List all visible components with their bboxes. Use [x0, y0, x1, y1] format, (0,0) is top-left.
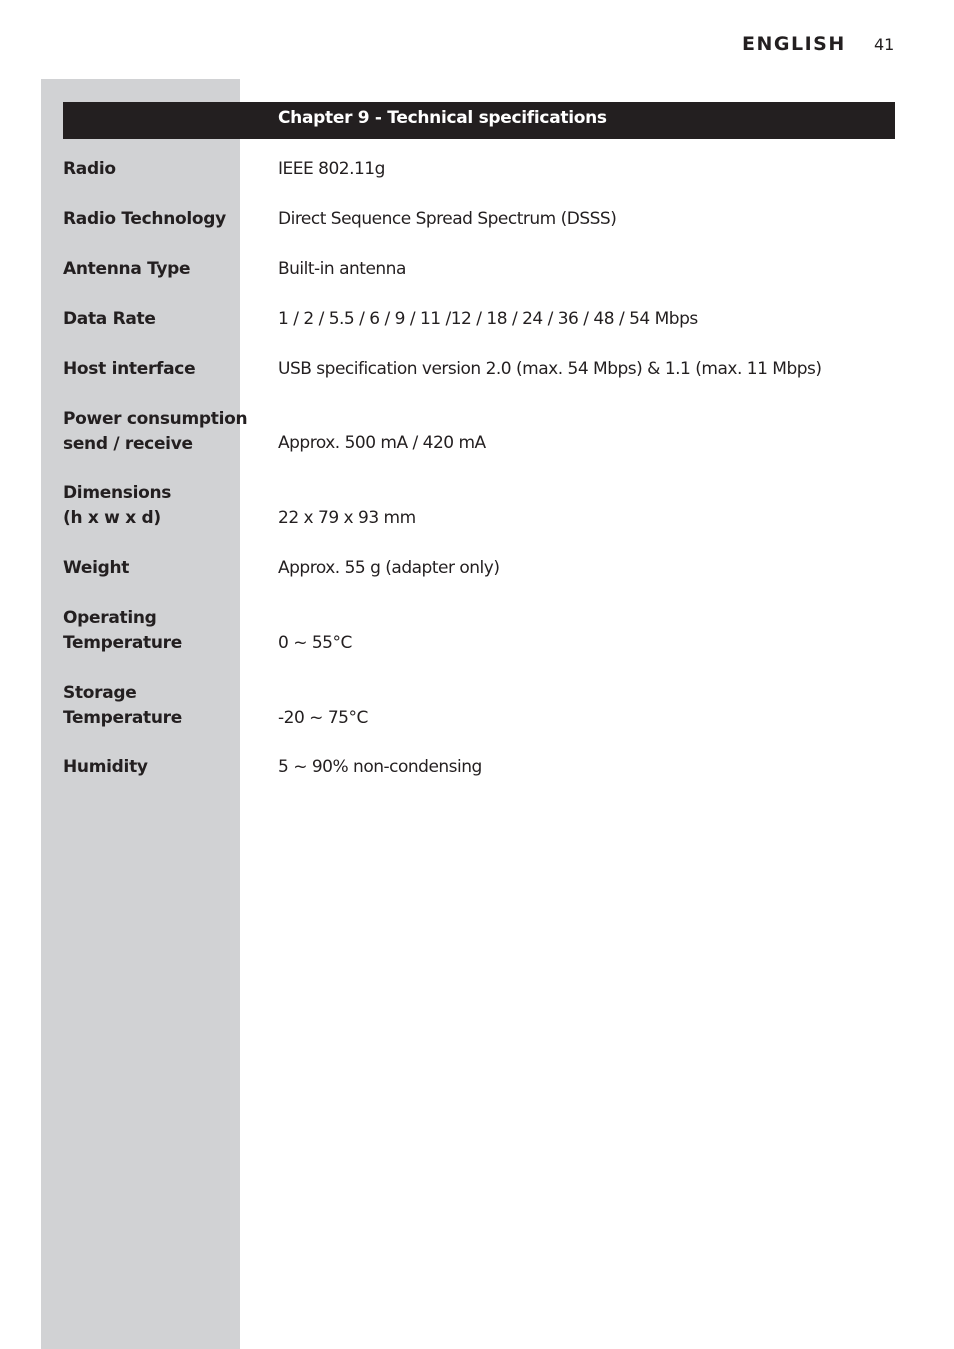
spec-value-host-interface: USB specification version 2.0 (max. 54 Mbps) & 1.1 (max. 11 Mbps): [278, 359, 822, 379]
spec-label-weight: Weight: [63, 558, 130, 578]
spec-label-line: Storage: [63, 683, 137, 703]
spec-label-line: Power consumption: [63, 409, 248, 429]
spec-value-power-consumption: Approx. 500 mA / 420 mA: [278, 433, 486, 453]
spec-label-data-rate: Data Rate: [63, 309, 156, 329]
spec-value-data-rate: 1 / 2 / 5.5 / 6 / 9 / 11 /12 / 18 / 24 / 36 / 48 / 54 Mbps: [278, 309, 698, 329]
page-number: 41: [874, 35, 895, 54]
spec-label-humidity: Humidity: [63, 757, 148, 777]
spec-label-antenna-type: Antenna Type: [63, 259, 191, 279]
spec-label-operating-temperature: [63, 606, 182, 656]
spec-value-radio: IEEE 802.11g: [278, 159, 385, 179]
spec-label-line: Operating: [63, 608, 157, 628]
spec-label-storage-temperature: [63, 681, 182, 731]
spec-label-power-consumption: [63, 407, 247, 457]
spec-value-weight: Approx. 55 g (adapter only): [278, 558, 500, 578]
spec-label-line: Dimensions: [63, 483, 172, 503]
language-header: ENGLISH: [742, 33, 846, 55]
spec-label-radio-technology: Radio Technology: [63, 209, 226, 229]
spec-value-antenna-type: Built-in antenna: [278, 259, 406, 279]
spec-label-line: Temperature: [63, 708, 182, 728]
spec-value-radio-technology: Direct Sequence Spread Spectrum (DSSS): [278, 209, 617, 229]
spec-value-humidity: 5 ~ 90% non-condensing: [278, 757, 482, 777]
spec-label-line: send / receive: [63, 434, 193, 454]
spec-value-operating-temperature: 0 ~ 55°C: [278, 633, 352, 653]
spec-label-line: (h x w x d): [63, 508, 161, 528]
spec-value-storage-temperature: -20 ~ 75°C: [278, 708, 368, 728]
spec-label-radio: Radio: [63, 159, 116, 179]
spec-label-dimensions: [63, 481, 171, 531]
spec-value-dimensions: 22 x 79 x 93 mm: [278, 508, 416, 528]
chapter-title: Chapter 9 - Technical specifications: [278, 108, 607, 128]
spec-label-host-interface: Host interface: [63, 359, 196, 379]
spec-label-line: Temperature: [63, 633, 182, 653]
